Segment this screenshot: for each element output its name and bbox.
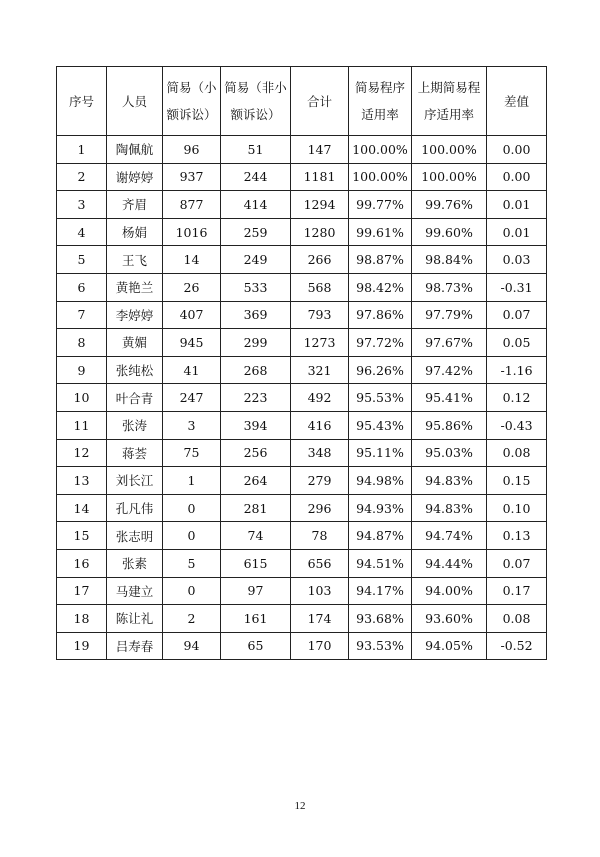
table-body	[57, 136, 547, 660]
table-header-row	[57, 67, 547, 136]
cell-simple-small-claims: 945	[163, 329, 221, 357]
cell-total: 1273	[291, 329, 349, 357]
cell-simple-non-small-claims: 394	[221, 411, 291, 439]
cell-index: 11	[57, 411, 107, 439]
cell-prev-simple-rate: 94.44%	[412, 549, 487, 577]
cell-index: 3	[57, 191, 107, 219]
cell-difference: 0.17	[487, 577, 547, 605]
cell-simple-non-small-claims: 615	[221, 549, 291, 577]
cell-simple-rate: 93.53%	[349, 632, 412, 660]
table-row	[57, 522, 547, 550]
header-simple-small-claims	[163, 67, 221, 136]
cell-simple-rate: 94.17%	[349, 577, 412, 605]
cell-person: 陶佩航	[107, 136, 163, 164]
cell-simple-non-small-claims: 51	[221, 136, 291, 164]
cell-total: 103	[291, 577, 349, 605]
cell-prev-simple-rate: 95.03%	[412, 439, 487, 467]
cell-total: 266	[291, 246, 349, 274]
cell-simple-small-claims: 96	[163, 136, 221, 164]
cell-index: 13	[57, 467, 107, 495]
cell-simple-non-small-claims: 281	[221, 494, 291, 522]
cell-simple-non-small-claims: 268	[221, 356, 291, 384]
cell-person: 陈让礼	[107, 605, 163, 633]
cell-simple-small-claims: 94	[163, 632, 221, 660]
cell-simple-rate: 99.61%	[349, 218, 412, 246]
cell-total: 416	[291, 411, 349, 439]
cell-simple-non-small-claims: 161	[221, 605, 291, 633]
cell-simple-non-small-claims: 256	[221, 439, 291, 467]
cell-simple-rate: 97.72%	[349, 329, 412, 357]
cell-difference: -0.52	[487, 632, 547, 660]
cell-simple-rate: 95.43%	[349, 411, 412, 439]
header-text-line: 差值	[503, 93, 529, 109]
cell-difference: -0.43	[487, 411, 547, 439]
cell-simple-non-small-claims: 264	[221, 467, 291, 495]
cell-index: 9	[57, 356, 107, 384]
cell-simple-small-claims: 247	[163, 384, 221, 412]
header-text-line: 额诉讼）	[166, 107, 217, 122]
cell-prev-simple-rate: 97.79%	[412, 301, 487, 329]
cell-difference: 0.00	[487, 136, 547, 164]
cell-difference: 0.07	[487, 549, 547, 577]
table-row	[57, 356, 547, 384]
cell-simple-small-claims: 75	[163, 439, 221, 467]
cell-index: 7	[57, 301, 107, 329]
cell-simple-rate: 95.53%	[349, 384, 412, 412]
cell-index: 6	[57, 273, 107, 301]
cell-simple-non-small-claims: 259	[221, 218, 291, 246]
cell-total: 147	[291, 136, 349, 164]
cell-simple-non-small-claims: 299	[221, 329, 291, 357]
cell-simple-small-claims: 0	[163, 522, 221, 550]
cell-simple-rate: 93.68%	[349, 605, 412, 633]
header-text-line: 合计	[306, 93, 332, 109]
cell-simple-small-claims: 0	[163, 577, 221, 605]
cell-prev-simple-rate: 94.83%	[412, 494, 487, 522]
cell-simple-non-small-claims: 414	[221, 191, 291, 219]
cell-simple-rate: 94.98%	[349, 467, 412, 495]
cell-person: 刘长江	[107, 467, 163, 495]
header-text-line: 人员	[121, 93, 147, 109]
cell-simple-small-claims: 2	[163, 605, 221, 633]
cell-index: 10	[57, 384, 107, 412]
cell-difference: 0.10	[487, 494, 547, 522]
cell-difference: -1.16	[487, 356, 547, 384]
cell-total: 170	[291, 632, 349, 660]
cell-prev-simple-rate: 94.05%	[412, 632, 487, 660]
cell-simple-rate: 100.00%	[349, 136, 412, 164]
stats-table	[56, 66, 547, 660]
cell-total: 321	[291, 356, 349, 384]
header-simple-rate	[349, 67, 412, 136]
cell-person: 张纯松	[107, 356, 163, 384]
cell-simple-non-small-claims: 74	[221, 522, 291, 550]
cell-difference: 0.15	[487, 467, 547, 495]
header-prev-simple-rate	[412, 67, 487, 136]
cell-total: 793	[291, 301, 349, 329]
cell-person: 杨娟	[107, 218, 163, 246]
cell-index: 5	[57, 246, 107, 274]
cell-prev-simple-rate: 100.00%	[412, 163, 487, 191]
header-index	[57, 67, 107, 136]
cell-simple-rate: 97.86%	[349, 301, 412, 329]
cell-person: 齐眉	[107, 191, 163, 219]
cell-simple-non-small-claims: 249	[221, 246, 291, 274]
cell-index: 2	[57, 163, 107, 191]
cell-index: 14	[57, 494, 107, 522]
header-text-line: 简易（小	[166, 80, 217, 95]
cell-difference: 0.00	[487, 163, 547, 191]
table-row	[57, 439, 547, 467]
cell-simple-rate: 100.00%	[349, 163, 412, 191]
cell-prev-simple-rate: 98.73%	[412, 273, 487, 301]
cell-total: 279	[291, 467, 349, 495]
cell-simple-small-claims: 0	[163, 494, 221, 522]
cell-prev-simple-rate: 93.60%	[412, 605, 487, 633]
cell-total: 296	[291, 494, 349, 522]
table-row	[57, 467, 547, 495]
cell-simple-small-claims: 1	[163, 467, 221, 495]
cell-difference: 0.05	[487, 329, 547, 357]
cell-simple-small-claims: 877	[163, 191, 221, 219]
cell-person: 谢婷婷	[107, 163, 163, 191]
cell-difference: 0.13	[487, 522, 547, 550]
table-row	[57, 577, 547, 605]
cell-simple-small-claims: 14	[163, 246, 221, 274]
cell-simple-small-claims: 41	[163, 356, 221, 384]
header-person	[107, 67, 163, 136]
cell-prev-simple-rate: 98.84%	[412, 246, 487, 274]
cell-person: 王飞	[107, 246, 163, 274]
table-row	[57, 411, 547, 439]
cell-person: 吕寿春	[107, 632, 163, 660]
table-row	[57, 273, 547, 301]
cell-prev-simple-rate: 94.00%	[412, 577, 487, 605]
cell-person: 张素	[107, 549, 163, 577]
table-row	[57, 384, 547, 412]
cell-simple-non-small-claims: 244	[221, 163, 291, 191]
cell-person: 张志明	[107, 522, 163, 550]
cell-prev-simple-rate: 95.41%	[412, 384, 487, 412]
page-number: 12	[294, 800, 306, 812]
cell-total: 174	[291, 605, 349, 633]
cell-total: 78	[291, 522, 349, 550]
cell-difference: -0.31	[487, 273, 547, 301]
cell-difference: 0.03	[487, 246, 547, 274]
cell-index: 8	[57, 329, 107, 357]
cell-prev-simple-rate: 94.83%	[412, 467, 487, 495]
cell-index: 17	[57, 577, 107, 605]
cell-person: 蒋荟	[107, 439, 163, 467]
cell-simple-rate: 94.87%	[349, 522, 412, 550]
header-text-line: 序适用率	[423, 107, 474, 122]
cell-total: 568	[291, 273, 349, 301]
cell-prev-simple-rate: 99.60%	[412, 218, 487, 246]
cell-total: 1181	[291, 163, 349, 191]
table-row	[57, 329, 547, 357]
table-row	[57, 605, 547, 633]
cell-prev-simple-rate: 95.86%	[412, 411, 487, 439]
cell-index: 1	[57, 136, 107, 164]
table-row	[57, 301, 547, 329]
cell-index: 12	[57, 439, 107, 467]
cell-simple-non-small-claims: 65	[221, 632, 291, 660]
cell-difference: 0.01	[487, 218, 547, 246]
header-simple-non-small-claims	[221, 67, 291, 136]
cell-difference: 0.01	[487, 191, 547, 219]
cell-total: 492	[291, 384, 349, 412]
cell-index: 19	[57, 632, 107, 660]
cell-index: 16	[57, 549, 107, 577]
cell-simple-rate: 96.26%	[349, 356, 412, 384]
cell-simple-rate: 99.77%	[349, 191, 412, 219]
cell-difference: 0.12	[487, 384, 547, 412]
header-text-line: 简易（非小	[224, 80, 287, 95]
table-row	[57, 163, 547, 191]
cell-simple-rate: 94.93%	[349, 494, 412, 522]
cell-simple-non-small-claims: 223	[221, 384, 291, 412]
table-row	[57, 494, 547, 522]
header-total	[291, 67, 349, 136]
cell-simple-rate: 94.51%	[349, 549, 412, 577]
table-row	[57, 632, 547, 660]
header-text-line: 额诉讼）	[230, 107, 281, 122]
cell-person: 孔凡伟	[107, 494, 163, 522]
cell-simple-rate: 98.42%	[349, 273, 412, 301]
table-row	[57, 136, 547, 164]
cell-simple-small-claims: 5	[163, 549, 221, 577]
cell-index: 15	[57, 522, 107, 550]
header-text-line: 上期简易程	[417, 80, 481, 95]
cell-index: 4	[57, 218, 107, 246]
cell-person: 张涛	[107, 411, 163, 439]
cell-simple-rate: 95.11%	[349, 439, 412, 467]
cell-prev-simple-rate: 94.74%	[412, 522, 487, 550]
cell-prev-simple-rate: 99.76%	[412, 191, 487, 219]
cell-person: 马建立	[107, 577, 163, 605]
cell-simple-non-small-claims: 97	[221, 577, 291, 605]
cell-total: 1280	[291, 218, 349, 246]
header-text-line: 序号	[68, 93, 94, 109]
cell-person: 黄媚	[107, 329, 163, 357]
cell-total: 348	[291, 439, 349, 467]
cell-difference: 0.07	[487, 301, 547, 329]
cell-simple-small-claims: 3	[163, 411, 221, 439]
cell-prev-simple-rate: 100.00%	[412, 136, 487, 164]
cell-total: 656	[291, 549, 349, 577]
cell-simple-small-claims: 407	[163, 301, 221, 329]
cell-person: 叶合青	[107, 384, 163, 412]
cell-total: 1294	[291, 191, 349, 219]
header-difference	[487, 67, 547, 136]
cell-index: 18	[57, 605, 107, 633]
cell-simple-non-small-claims: 533	[221, 273, 291, 301]
cell-difference: 0.08	[487, 439, 547, 467]
table-row	[57, 191, 547, 219]
header-text-line: 简易程序	[354, 80, 405, 95]
cell-simple-small-claims: 937	[163, 163, 221, 191]
table-row	[57, 218, 547, 246]
cell-person: 黄艳兰	[107, 273, 163, 301]
table-row	[57, 549, 547, 577]
cell-simple-non-small-claims: 369	[221, 301, 291, 329]
cell-person: 李婷婷	[107, 301, 163, 329]
cell-prev-simple-rate: 97.42%	[412, 356, 487, 384]
table-row	[57, 246, 547, 274]
cell-difference: 0.08	[487, 605, 547, 633]
cell-simple-small-claims: 1016	[163, 218, 221, 246]
cell-simple-rate: 98.87%	[349, 246, 412, 274]
cell-prev-simple-rate: 97.67%	[412, 329, 487, 357]
cell-simple-small-claims: 26	[163, 273, 221, 301]
header-text-line: 适用率	[361, 107, 399, 122]
